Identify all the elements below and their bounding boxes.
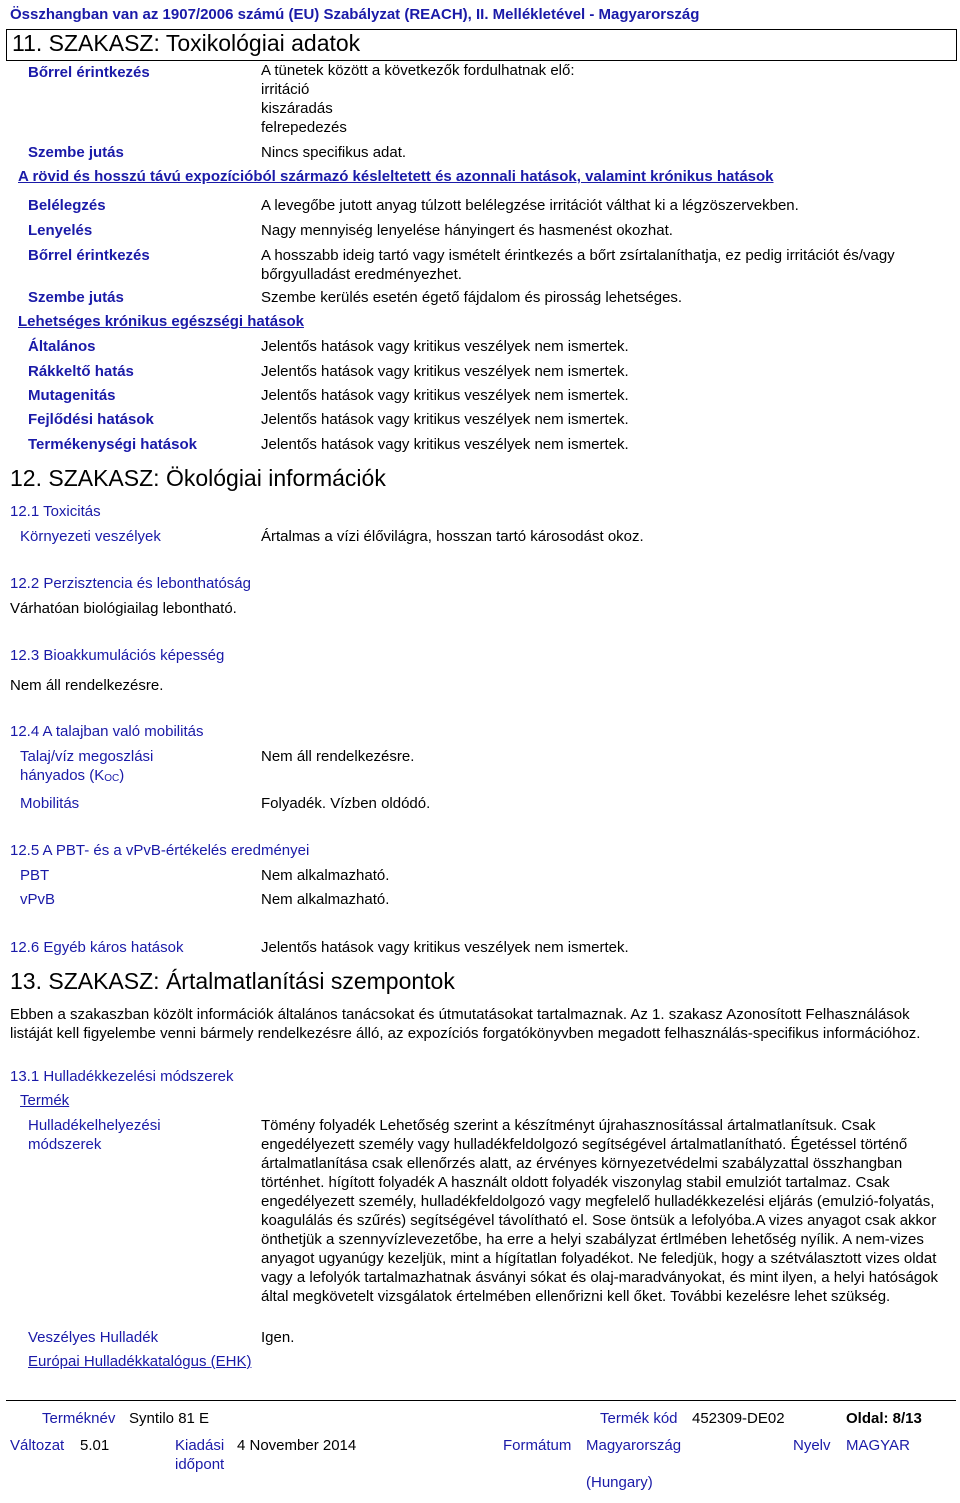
effect-label-inhalation: Belélegzés	[28, 197, 106, 214]
mobility-label: Mobilitás	[20, 795, 80, 812]
skin-symptom-intro: A tünetek között a következők fordulhatnak elő:	[261, 62, 575, 79]
skin-symptom-2: kiszáradás	[261, 100, 333, 117]
section-12-title: 12. SZAKASZ: Ökológiai információk	[10, 465, 386, 491]
persistence-text: Várhatóan biológiailag lebontható.	[10, 600, 237, 617]
disposal-methods-label: Hulladékelhelyezési módszerek	[28, 1117, 161, 1153]
toxicity-heading: 12.1 Toxicitás	[10, 503, 101, 520]
pbt-label: PBT	[20, 867, 50, 884]
effect-label-ingestion: Lenyelés	[28, 222, 93, 239]
pbt-heading: 12.5 A PBT- és a vPvB-értékelés eredményei	[10, 842, 310, 859]
mobility-value: Folyadék. Vízben oldódó.	[261, 795, 431, 812]
chronic-text-mutagenicity: Jelentős hatások vagy kritikus veszélyek nem ismertek.	[261, 387, 629, 404]
koc-value: Nem áll rendelkezésre.	[261, 748, 415, 765]
eye-symptom: Nincs specifikus adat.	[261, 144, 407, 161]
format-value-1: Magyarország	[586, 1437, 682, 1454]
chronic-heading: Lehetséges krónikus egészségi hatások	[18, 313, 304, 330]
vpvb-value: Nem alkalmazható.	[261, 891, 390, 908]
section-11-title: 11. SZAKASZ: Toxikológiai adatok	[12, 30, 361, 56]
hazardous-waste-value: Igen.	[261, 1329, 295, 1346]
effect-label-eye: Szembe jutás	[28, 289, 124, 306]
skin-symptom-1: irritáció	[261, 81, 310, 98]
section-13-title: 13. SZAKASZ: Ártalmatlanítási szempontok	[10, 968, 455, 994]
product-label: Termék	[20, 1092, 70, 1109]
skin-contact-label: Bőrrel érintkezés	[28, 64, 150, 81]
effect-text-eye: Szembe kerülés esetén égető fájdalom és pirosság lehetséges.	[261, 289, 683, 306]
version-value: 5.01	[80, 1437, 110, 1454]
effects-heading: A rövid és hosszú távú expozícióból származó késleltetett és azonnali hatások, valamint krónikus hatások	[18, 168, 774, 185]
page-number: Oldal: 8/13	[846, 1410, 922, 1427]
env-hazards-text: Ártalmas a vízi élővilágra, hosszan tartó károsodást okoz.	[261, 528, 644, 545]
regulation-header: Összhangban van az 1907/2006 számú (EU) Szabályzat (REACH), II. Mellékletével - Magyarország	[10, 6, 700, 23]
koc-label-line2: hányados $(K_{OC})$	[20, 767, 125, 784]
disposal-intro: Ebben a szakaszban közölt információk általános tanácsokat és útmutatásokat tartalmaznak. Az 1. szakasz Azonosított Felhasználások listáját kell figyelembe venni bármely rendelkezésre álló, az expozíciós forgatókönyvben megadott felhasználás-specifikus információhoz.	[10, 1006, 921, 1042]
other-effects-text: Jelentős hatások vagy kritikus veszélyek nem ismertek.	[261, 939, 629, 956]
language-label: Nyelv	[793, 1437, 831, 1454]
other-effects-heading: 12.6 Egyéb káros hatások	[10, 939, 184, 956]
issue-date-label-1: Kiadási	[175, 1437, 225, 1454]
chronic-label-developmental: Fejlődési hatások	[28, 411, 154, 428]
footer-rule	[6, 1400, 956, 1401]
mobility-heading: 12.4 A talajban való mobilitás	[10, 723, 204, 740]
ewc-label: Európai Hulladékkatalógus (EHK)	[28, 1353, 252, 1370]
pbt-value: Nem alkalmazható.	[261, 867, 390, 884]
format-label: Formátum	[503, 1437, 572, 1454]
effect-text-ingestion: Nagy mennyiség lenyelése hányingert és hasmenést okozhat.	[261, 222, 673, 239]
chronic-text-developmental: Jelentős hatások vagy kritikus veszélyek nem ismertek.	[261, 411, 629, 428]
effect-text-skin: A hosszabb ideig tartó vagy ismételt érintkezés a bőrt zsírtalaníthatja, ez pedig irritációt és/vagy bőrgyulladást eredményezhet.	[261, 247, 895, 283]
issue-date-label-2: időpont	[175, 1456, 225, 1473]
chronic-label-mutagenicity: Mutagenitás	[28, 387, 116, 404]
chronic-label-fertility: Termékenységi hatások	[28, 436, 197, 453]
chronic-label-carcinogenicity: Rákkeltő hatás	[28, 363, 134, 380]
format-value-2: (Hungary)	[586, 1474, 653, 1491]
product-name-label: Terméknév	[42, 1410, 116, 1427]
disposal-methods-text: Tömény folyadék Lehetőség szerint a készítményt újrahasznosítással ártalmatlanítsuk. Csak engedélyezett személy vagy hulladékfeldolgozó segítségével ártalmatlanítható. Égetéssel történő ártalmatlanítása csak ellenőrzés alatt, az érvényes környezetvédelmi szabályzattal összhangban történhet. hígított folyadék A használt oldott folyadék viszonylag stabil emulziót tartalmaz. Csak engedélyezett személy, hulladékfeldolgozó vagy megfelelő hulladékkezelési eljárás (emulzió-folyatás, koagulálás és szűrés) segítségével távolítható el. Sose öntsük a lefolyóba.A vizes anyagot csak akkor önthetjük a szennyvízlevezetőbe, ha erre a helyi szabályzat értlmében lehetőség nyílik. A nem-vizes anyagot ugyanúgy kezeljük, mint a hígítatlan folyadékot. Ne feledjük, hogy a szétválasztott vizes oldat vagy a lefolyók tartalmazhatnak ásványi sókat és olaj-maradványokat, és mint ilyen, a helyi hatóságok által megkövetelt vizsgálatok értelmében ellenőrizni kell őket. További kezelésre lehet szükség.	[261, 1117, 939, 1305]
chronic-text-carcinogenicity: Jelentős hatások vagy kritikus veszélyek nem ismertek.	[261, 363, 629, 380]
waste-methods-heading: 13.1 Hulladékkezelési módszerek	[10, 1068, 234, 1085]
product-code: 452309-DE02	[692, 1410, 785, 1427]
chronic-text-fertility: Jelentős hatások vagy kritikus veszélyek nem ismertek.	[261, 436, 629, 453]
version-label: Változat	[10, 1437, 65, 1454]
eye-contact-label: Szembe jutás	[28, 144, 124, 161]
product-name: Syntilo 81 E	[129, 1410, 210, 1427]
vpvb-label: vPvB	[20, 891, 56, 908]
bioaccum-heading: 12.3 Bioakkumulációs képesség	[10, 647, 225, 664]
env-hazards-label: Környezeti veszélyek	[20, 528, 161, 545]
language-value: MAGYAR	[846, 1437, 910, 1454]
chronic-label-general: Általános	[28, 338, 96, 355]
chronic-text-general: Jelentős hatások vagy kritikus veszélyek nem ismertek.	[261, 338, 629, 355]
bioaccum-text: Nem áll rendelkezésre.	[10, 677, 164, 694]
skin-symptom-3: felrepedezés	[261, 119, 347, 136]
effect-text-inhalation: A levegőbe jutott anyag túlzott belélegzése irritációt válthat ki a légzöszervekben.	[261, 197, 799, 214]
persistence-heading: 12.2 Perzisztencia és lebonthatóság	[10, 575, 251, 592]
issue-date: 4 November 2014	[237, 1437, 357, 1454]
koc-label-line1: Talaj/víz megoszlási	[20, 748, 154, 765]
hazardous-waste-label: Veszélyes Hulladék	[28, 1329, 159, 1346]
product-code-label: Termék kód	[600, 1410, 678, 1427]
effect-label-skin: Bőrrel érintkezés	[28, 247, 150, 264]
